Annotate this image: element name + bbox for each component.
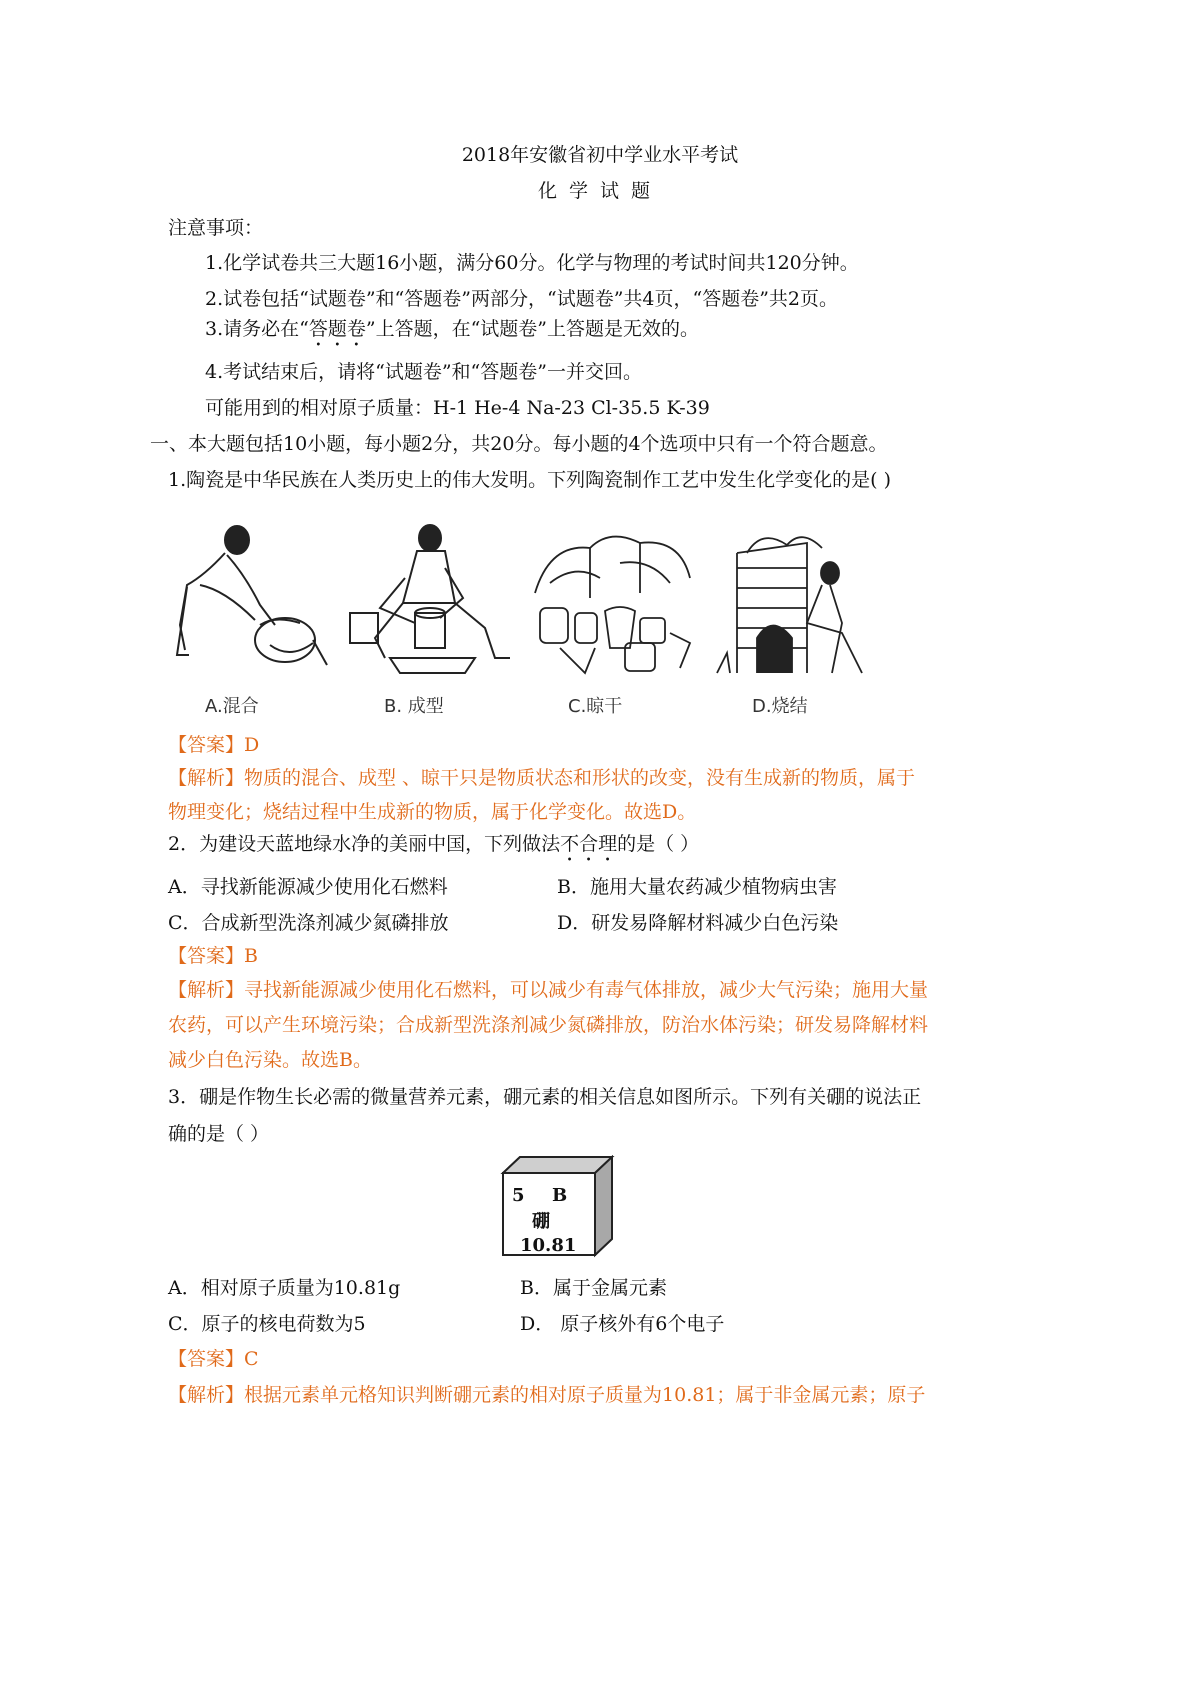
- notice-item-2: 2.试卷包括“试题卷”和“答题卷”两部分，“试题卷”共4页，“答题卷”共2页。: [205, 288, 839, 310]
- section-1-heading: 一、本大题包括10小题，每小题2分，共20分。每小题的4个选项中只有一个符合题意。: [150, 433, 888, 455]
- q2-analysis-line-3: 减少白色污染。故选B。: [168, 1049, 372, 1071]
- q3-stem-line-1: 3．硼是作物生长必需的微量营养元素，硼元素的相关信息如图所示。下列有关硼的说法正: [168, 1086, 922, 1108]
- q1-figure-b-label: B. 成型: [384, 696, 444, 717]
- q2-option-d: D．研发易降解材料减少白色污染: [557, 912, 839, 934]
- q2-answer-value: B: [244, 945, 258, 967]
- q3-option-b: B．属于金属元素: [520, 1277, 667, 1299]
- q2-option-a: A．寻找新能源减少使用化石燃料: [168, 876, 448, 898]
- q3-analysis-line-1: [168, 1383, 925, 1407]
- element-name: 硼: [532, 1211, 550, 1232]
- q2-stem: [168, 832, 699, 866]
- q2-answer-tag: 【答案】: [168, 945, 245, 967]
- pottery-drying-icon: [530, 523, 695, 678]
- q2-analysis-line-1: [168, 978, 928, 1002]
- q3-answer: [168, 1347, 259, 1371]
- q3-stem-line-2: 确的是（ ）: [168, 1123, 270, 1145]
- q1-answer-tag: 【答案】: [168, 734, 245, 756]
- kiln-firing-icon: [712, 523, 877, 678]
- element-mass: 10.81: [520, 1235, 577, 1256]
- q2-stem-post: 的是（ ）: [617, 833, 700, 855]
- person-at-potters-wheel-icon: [345, 518, 520, 683]
- q2-option-c: C．合成新型洗涤剂减少氮磷排放: [168, 912, 449, 934]
- q1-figure-d-label: D.烧结: [752, 696, 808, 717]
- q1-analysis-text-1: 物质的混合、成型 、晾干只是物质状态和形状的改变，没有生成新的物质，属于: [244, 767, 916, 789]
- q3-analysis-text-1: 根据元素单元格知识判断硼元素的相对原子质量为10.81；属于非金属元素；原子: [244, 1384, 926, 1406]
- q3-option-c: C．原子的核电荷数为5: [168, 1313, 366, 1335]
- notice-heading: 注意事项：: [168, 217, 264, 239]
- q3-answer-value: C: [244, 1348, 259, 1370]
- notice-item-3-post: ”上答题，在“试题卷”上答题是无效的。: [365, 318, 700, 340]
- q1-stem: 1.陶瓷是中华民族在人类历史上的伟大发明。下列陶瓷制作工艺中发生化学变化的是( ): [168, 469, 891, 491]
- q3-option-a: A．相对原子质量为10.81g: [168, 1277, 401, 1299]
- q3-analysis-tag: 【解析】: [168, 1384, 245, 1406]
- notice-item-3-pre: 3.请务必在“: [205, 318, 309, 340]
- q3-option-d: D． 原子核外有6个电子: [520, 1313, 725, 1335]
- q3-answer-tag: 【答案】: [168, 1348, 245, 1370]
- q1-analysis-tag: 【解析】: [168, 767, 245, 789]
- exam-subtitle: 化学试题: [537, 180, 662, 202]
- notice-item-3-emphasis: 答题卷: [308, 318, 366, 340]
- q2-stem-emphasis: 不合理: [560, 833, 618, 855]
- q1-figure-c-label: C.晾干: [568, 696, 623, 717]
- q1-answer-value: D: [244, 734, 260, 756]
- element-symbol: B: [552, 1185, 568, 1206]
- exam-title: 2018年安徽省初中学业水平考试: [461, 144, 739, 166]
- q1-analysis-line-1: [168, 766, 915, 790]
- q2-stem-pre: 2．为建设天蓝地绿水净的美丽中国，下列做法: [168, 833, 561, 855]
- notice-item-3: [205, 317, 699, 351]
- q2-analysis-tag: 【解析】: [168, 979, 245, 1001]
- element-card-boron: [500, 1155, 615, 1260]
- q1-analysis-line-2: 物理变化；烧结过程中生成新的物质，属于化学变化。故选D。: [168, 801, 697, 823]
- notice-item-1: 1.化学试卷共三大题16小题，满分60分。化学与物理的考试时间共120分钟。: [205, 252, 859, 274]
- q2-answer: [168, 944, 258, 968]
- element-number: 5: [512, 1185, 525, 1206]
- notice-item-4: 4.考试结束后，请将“试题卷”和“答题卷”一并交回。: [205, 361, 642, 383]
- q1-answer: [168, 733, 259, 757]
- q2-option-b: B．施用大量农药减少植物病虫害: [557, 876, 837, 898]
- q2-analysis-line-2: 农药，可以产生环境污染；合成新型洗涤剂减少氮磷排放，防治水体污染；研发易降解材料: [168, 1014, 929, 1036]
- person-kneading-clay-icon: [165, 515, 330, 680]
- q2-analysis-text-1: 寻找新能源减少使用化石燃料，可以减少有毒气体排放，减少大气污染；施用大量: [244, 979, 929, 1001]
- atomic-masses: 可能用到的相对原子质量：H-1 He-4 Na-23 Cl-35.5 K-39: [205, 397, 710, 419]
- q1-figure-a-label: A.混合: [205, 696, 259, 717]
